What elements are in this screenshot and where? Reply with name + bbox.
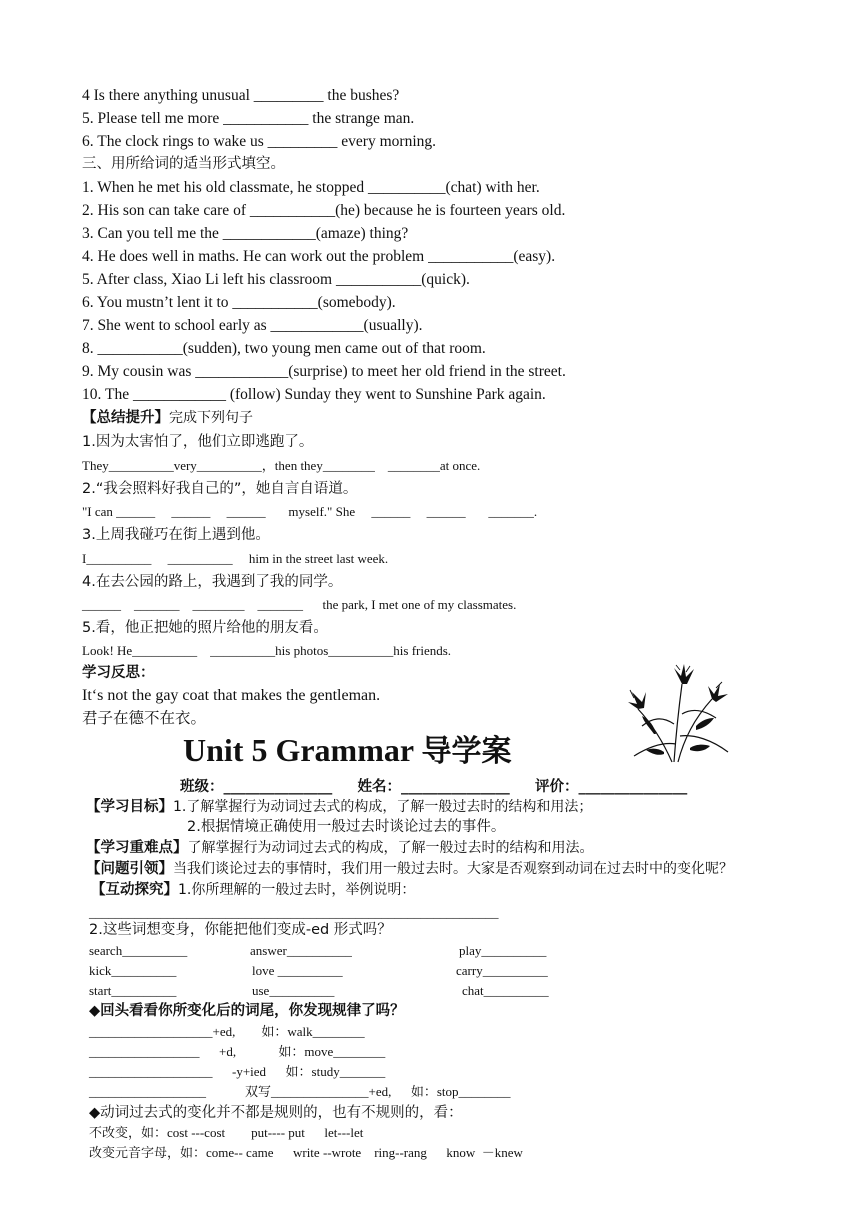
summary-s4-en: ______ _______ ________ _______ the park, I met one of my classmates.	[82, 597, 517, 612]
section-3-item-2: 2. His son can take care of ___________(he) because he is fourteen years old.	[82, 202, 566, 219]
irregular-vowel-change: 改变元音字母，如：come-- came write --wrote ring--rang know －knew	[89, 1145, 523, 1160]
student-info-line: 班级：_______________ 姓名：_______________ 评价：_______________	[180, 779, 688, 795]
goals-label: 【学习目标】	[86, 799, 173, 815]
reflection-quote-en: It‘s not the gay coat that makes the gentleman.	[82, 687, 381, 704]
word-carry: carry__________	[456, 963, 548, 978]
key-points-line	[86, 838, 594, 858]
key-points-text: 了解掌握行为动词过去式的构成，了解一般过去时的结构和用法。	[187, 840, 594, 856]
section-3-item-8: 8. ___________(sudden), two young men came out of that room.	[82, 340, 486, 357]
summary-s2-en: "I can ______ ______ ______ myself." She ______ ______ _______.	[82, 504, 538, 519]
word-play: play__________	[459, 943, 547, 958]
title-en: Unit 5 Grammar	[183, 732, 422, 768]
section-3-item-5: 5. After class, Xiao Li left his classroom ___________(quick).	[82, 271, 470, 288]
rule-4: __________________ 双写_______________+ed, 如：stop________	[89, 1084, 511, 1099]
summary-s5-cn: 5.看，他正把她的照片给他的朋友看。	[82, 620, 328, 636]
section-3-heading: 三、用所给词的适当形式填空。	[82, 156, 285, 172]
exercise-2-q6: 6. The clock rings to wake us _________ every morning.	[82, 133, 436, 150]
word-answer: answer__________	[250, 943, 352, 958]
reflection-label: 学习反思：	[82, 665, 155, 681]
lead-in-line	[86, 859, 733, 879]
section-3-item-1: 1. When he met his old classmate, he stopped __________(chat) with her.	[82, 179, 540, 196]
summary-s3-en: I__________ __________ him in the street last week.	[82, 551, 389, 566]
exercise-2-q5: 5. Please tell me more ___________ the strange man.	[82, 110, 415, 127]
title-cn: 导学案	[421, 734, 512, 769]
section-3-item-3: 3. Can you tell me the ____________(amaze) thing?	[82, 225, 409, 242]
rule-3: ___________________ -y+ied 如：study_______	[89, 1064, 386, 1079]
section-3-item-6: 6. You mustn’t lent it to ___________(somebody).	[82, 294, 396, 311]
section-3-item-4: 4. He does well in maths. He can work out the problem ___________(easy).	[82, 248, 556, 265]
word-love: love __________	[252, 963, 343, 978]
summary-label: 【总结提升】	[82, 410, 169, 426]
word-chat: chat__________	[462, 983, 549, 998]
section-3-item-9: 9. My cousin was ____________(surprise) to meet her old friend in the street.	[82, 363, 566, 380]
summary-s1-cn: 1.因为太害怕了，他们立即逃跑了。	[82, 434, 314, 450]
rules-heading: ◆回头看看你所变化后的词尾，你发现规律了吗？	[89, 1003, 405, 1019]
rule-2: _________________ +d, 如：move________	[89, 1044, 386, 1059]
explore-q1: 1.你所理解的一般过去时，举例说明：	[178, 882, 416, 898]
section-3-item-7: 7. She went to school early as ____________(usually).	[82, 317, 423, 334]
irregular-unchanged: 不改变，如：cost ---cost put---- put let---let	[89, 1125, 364, 1140]
word-use: use__________	[252, 983, 335, 998]
summary-s1-en: They__________very__________，then they________ ________at once.	[82, 458, 481, 473]
section-3-item-10: 10. The ____________ (follow) Sunday they went to Sunshine Park again.	[82, 386, 546, 403]
rule-1: ___________________+ed, 如：walk________	[89, 1024, 365, 1039]
lily-flower-illustration	[624, 664, 734, 764]
explore-label: 【互动探究】	[91, 882, 178, 898]
summary-s3-cn: 3.上周我碰巧在街上遇到他。	[82, 527, 270, 543]
summary-heading	[82, 408, 253, 428]
worksheet-title	[183, 728, 511, 774]
summary-s5-en: Look! He__________ __________his photos__________his friends.	[82, 643, 452, 658]
goals-line-1	[86, 797, 592, 817]
lead-in-text: 当我们谈论过去的事情时，我们用一般过去时。大家是否观察到动词在过去时中的变化呢？	[173, 861, 733, 877]
word-search: search__________	[89, 943, 188, 958]
goals-2: 2.根据情境正确使用一般过去时谈论过去的事件。	[187, 819, 506, 835]
word-kick: kick__________	[89, 963, 177, 978]
key-points-label: 【学习重难点】	[86, 840, 188, 856]
summary-instruction: 完成下列句子	[169, 410, 253, 426]
explore-q1-answer-line: _______________________________________________________________	[89, 905, 499, 920]
irregular-heading: ◆动词过去式的变化并不都是规则的，也有不规则的，看：	[89, 1105, 463, 1121]
lead-in-label: 【问题引领】	[86, 861, 173, 877]
word-start: start__________	[89, 983, 177, 998]
explore-q2: 2.这些词想变身，你能把他们变成-ed 形式吗？	[89, 922, 392, 938]
summary-s2-cn: 2.“我会照料好我自己的”，她自言自语道。	[82, 481, 358, 497]
goals-1: 1.了解掌握行为动词过去式的构成，了解一般过去时的结构和用法；	[173, 799, 593, 815]
exercise-2-q4: 4 Is there anything unusual _________ the bushes?	[82, 87, 400, 104]
summary-s4-cn: 4.在去公园的路上，我遇到了我的同学。	[82, 574, 343, 590]
explore-line	[91, 880, 415, 900]
reflection-quote-cn: 君子在德不在衣。	[82, 709, 207, 727]
